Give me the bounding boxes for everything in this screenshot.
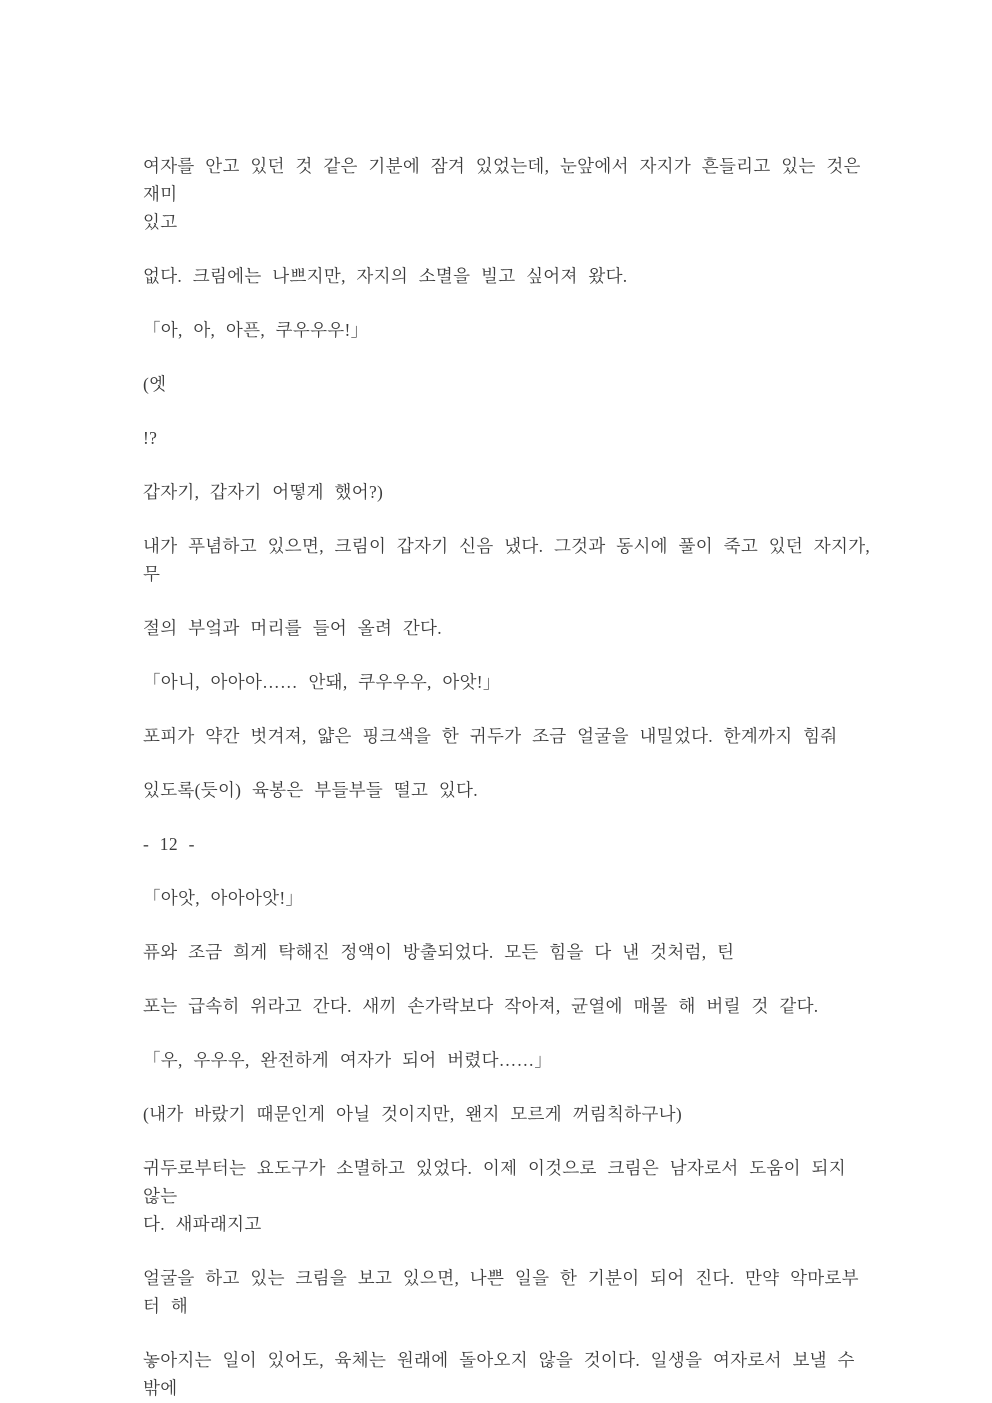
- paragraph: [143, 884, 872, 912]
- text-line: 「아앗, 아아아앗!」: [143, 888, 304, 908]
- text-line: 있도록(듯이) 육봉은 부들부들 떨고 있다.: [143, 780, 478, 800]
- paragraph: [143, 478, 872, 506]
- text-line: 여자를 안고 있던 것 같은 기분에 잠겨 있었는데, 눈앞에서 자지가 흔들리고 있는 것은 재미: [143, 156, 861, 204]
- text-line: 포는 급속히 위라고 간다. 새끼 손가락보다 작아져, 균열에 매몰 해 버릴 것 같다.: [143, 996, 819, 1016]
- text-line: 절의 부엌과 머리를 들어 올려 간다.: [143, 618, 442, 638]
- paragraph: [143, 992, 872, 1020]
- text-line: 귀두로부터는 요도구가 소멸하고 있었다. 이제 이것으로 크림은 남자로서 도움이 되지 않는: [143, 1158, 846, 1206]
- paragraph: [143, 370, 872, 398]
- text-line: (내가 바랐기 때문인게 아닐 것이지만, 왠지 모르게 꺼림칙하구나): [143, 1104, 682, 1124]
- paragraph: [143, 614, 872, 642]
- paragraph: [143, 316, 872, 344]
- text-line: 있고: [143, 212, 178, 232]
- paragraph: [143, 532, 872, 588]
- paragraph: [143, 1264, 872, 1320]
- paragraph: [143, 938, 872, 966]
- text-line: 내가 푸념하고 있으면, 크림이 갑자기 신음 냈다. 그것과 동시에 풀이 죽고 있던 자지가, 무: [143, 536, 871, 584]
- text-line: (엣: [143, 374, 167, 394]
- text-line: 「우, 우우우, 완전하게 여자가 되어 버렸다……」: [143, 1050, 553, 1070]
- paragraph: [143, 776, 872, 804]
- paragraph: [143, 424, 872, 452]
- paragraph: [143, 1100, 872, 1128]
- text-line: 「아, 아, 아픈, 쿠우우우!」: [143, 320, 369, 340]
- paragraph: [143, 1346, 872, 1402]
- text-line: 없다. 크림에는 나쁘지만, 자지의 소멸을 빌고 싶어져 왔다.: [143, 266, 628, 286]
- text-line: 퓨와 조금 희게 탁해진 정액이 방출되었다. 모든 힘을 다 낸 것처럼, 틴: [143, 942, 735, 962]
- page-number: [143, 830, 872, 858]
- text-line: 포피가 약간 벗겨져, 얇은 핑크색을 한 귀두가 조금 얼굴을 내밀었다. 한계까지 힘줘: [143, 726, 838, 746]
- text-line: 갑자기, 갑자기 어떻게 했어?): [143, 482, 384, 502]
- text-line: - 12 -: [143, 834, 195, 854]
- text-line: 얼굴을 하고 있는 크림을 보고 있으면, 나쁜 일을 한 기분이 되어 진다. 만약 악마로부터 해: [143, 1268, 859, 1316]
- paragraph: [143, 1046, 872, 1074]
- paragraph: [143, 262, 872, 290]
- paragraph: [143, 722, 872, 750]
- paragraph: [143, 152, 872, 236]
- text-line: 다. 새파래지고: [143, 1214, 262, 1234]
- paragraph: [143, 1154, 872, 1238]
- text-line: 놓아지는 일이 있어도, 육체는 원래에 돌아오지 않을 것이다. 일생을 여자로서 보낼 수 밖에: [143, 1350, 855, 1398]
- paragraph: [143, 668, 872, 696]
- text-line: !?: [143, 428, 158, 448]
- text-line: 「아니, 아아아…… 안돼, 쿠우우우, 아앗!」: [143, 672, 501, 692]
